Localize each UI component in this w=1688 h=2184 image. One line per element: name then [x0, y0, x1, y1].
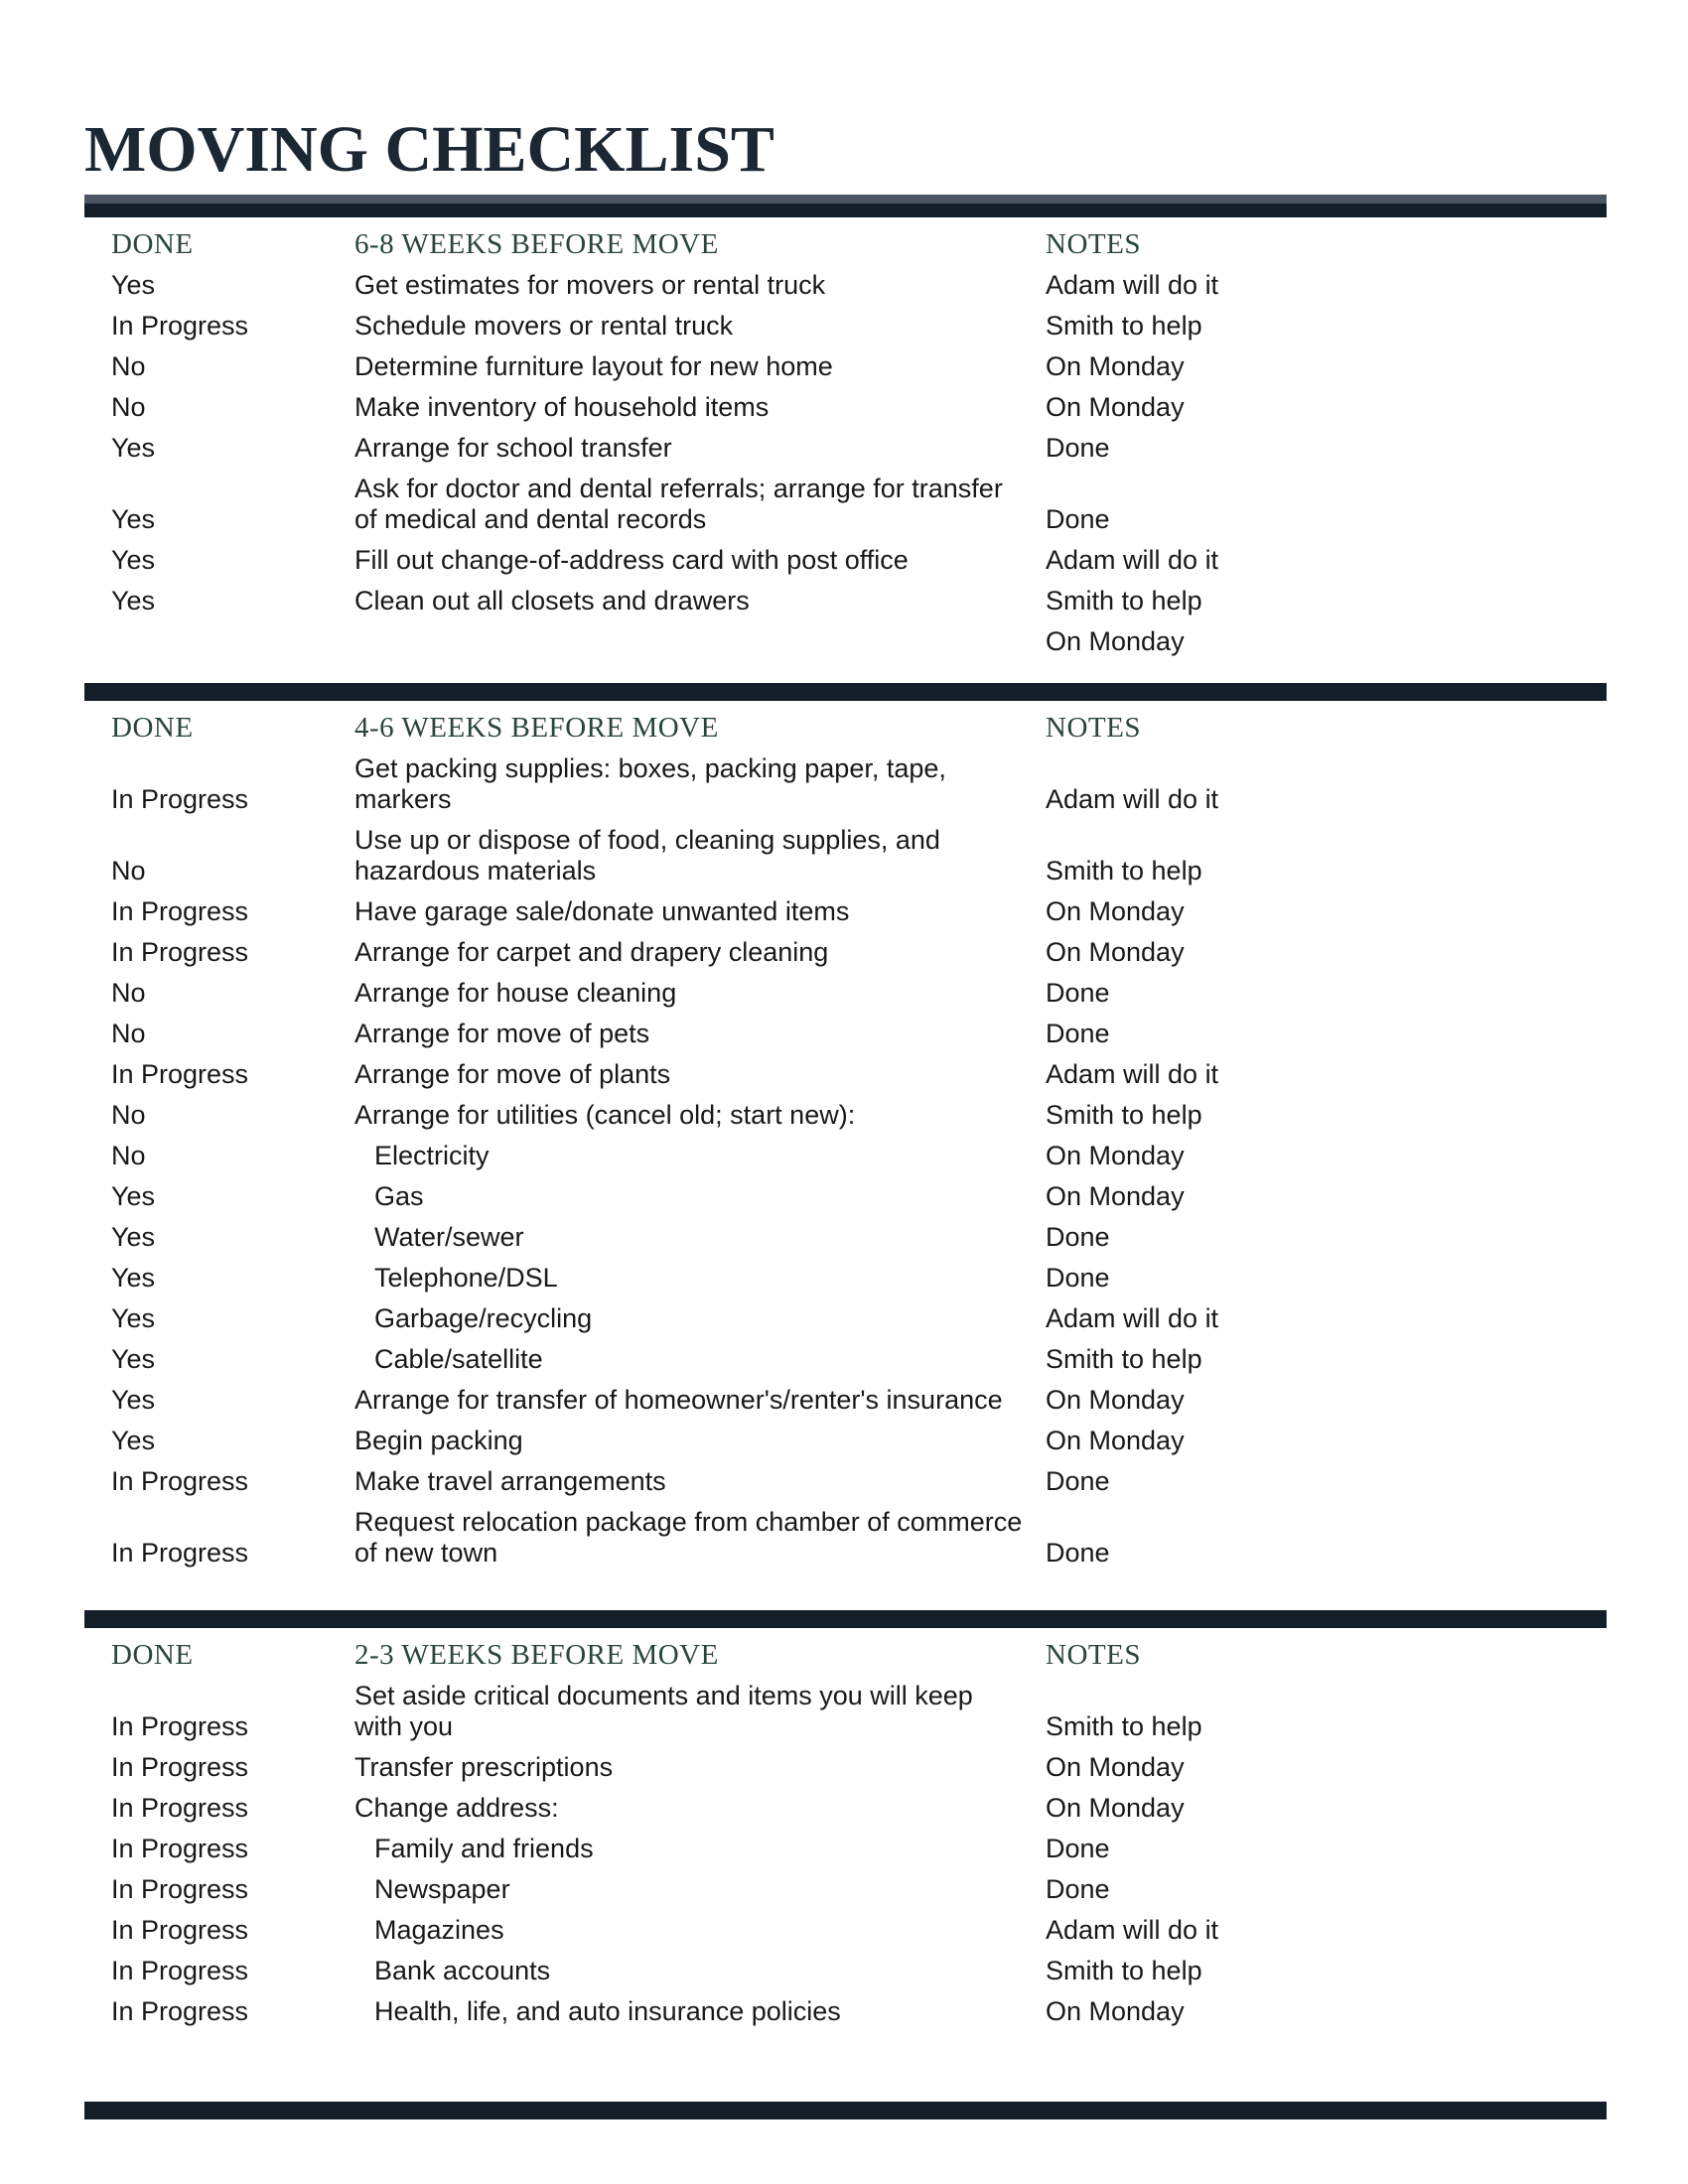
checklist-table	[84, 701, 1607, 1573]
task-row	[84, 749, 1607, 820]
task-row	[84, 1014, 1607, 1054]
task-text: Set aside critical documents and items you will keep with you	[354, 1681, 973, 1741]
task-text: Water/sewer	[374, 1222, 524, 1252]
note-text: Adam will do it	[1046, 1303, 1219, 1333]
column-header-done: DONE	[111, 1639, 194, 1671]
done-status: Yes	[111, 1222, 156, 1252]
task-text: Arrange for school transfer	[354, 433, 672, 463]
note-text: On Monday	[1046, 1385, 1185, 1415]
note-text: Smith to help	[1046, 856, 1202, 886]
checklist-section	[84, 1628, 1607, 2032]
note-text: On Monday	[1046, 1181, 1185, 1211]
bottom-section-divider	[84, 2102, 1607, 2119]
checklist-sections	[84, 217, 1607, 2032]
done-status: In Progress	[111, 1752, 249, 1782]
task-text: Determine furniture layout for new home	[354, 351, 833, 381]
task-row	[84, 1339, 1607, 1380]
done-status: In Progress	[111, 1466, 249, 1496]
task-row	[84, 1788, 1607, 1829]
title-divider-bottom-stripe	[84, 204, 1607, 217]
column-header-notes: NOTES	[1046, 1639, 1141, 1671]
checklist-table	[84, 217, 1607, 662]
column-header-done: DONE	[111, 228, 194, 260]
task-text: Get packing supplies: boxes, packing paper, tape, markers	[354, 753, 946, 814]
done-status: Yes	[111, 270, 156, 300]
task-text: Use up or dispose of food, cleaning supplies, and hazardous materials	[354, 825, 940, 886]
note-text: Adam will do it	[1046, 270, 1219, 300]
page-title: MOVING CHECKLIST	[84, 113, 774, 186]
note-text: Smith to help	[1046, 311, 1202, 341]
note-text: Done	[1046, 1263, 1110, 1293]
task-text: Ask for doctor and dental referrals; arrange for transfer of medical and dental records	[354, 474, 1003, 534]
note-text: Adam will do it	[1046, 1059, 1219, 1089]
done-status: No	[111, 351, 146, 381]
note-text: Done	[1046, 1222, 1110, 1252]
task-row	[84, 891, 1607, 932]
note-text: Done	[1046, 1019, 1110, 1048]
task-row	[84, 1951, 1607, 1991]
task-row	[84, 1380, 1607, 1421]
task-row	[84, 1054, 1607, 1095]
task-row	[84, 1421, 1607, 1461]
note-text: Done	[1046, 1466, 1110, 1496]
task-row	[84, 1829, 1607, 1869]
column-header-done: DONE	[111, 712, 194, 744]
note-text: On Monday	[1046, 626, 1185, 656]
note-text: Adam will do it	[1046, 784, 1219, 814]
done-status: In Progress	[111, 1059, 249, 1089]
note-text: Done	[1046, 1874, 1110, 1904]
done-status: In Progress	[111, 1874, 249, 1904]
task-text: Electricity	[374, 1141, 490, 1170]
task-row	[84, 1095, 1607, 1136]
task-text: Bank accounts	[374, 1956, 551, 1985]
task-row	[84, 581, 1607, 621]
task-row	[84, 346, 1607, 387]
note-text: Done	[1046, 433, 1110, 463]
note-text: Done	[1046, 1538, 1110, 1568]
done-status: Yes	[111, 433, 156, 463]
task-row	[84, 469, 1607, 540]
title-divider	[84, 195, 1607, 217]
done-status: In Progress	[111, 784, 249, 814]
task-text: Health, life, and auto insurance policies	[374, 1996, 841, 2026]
done-status: In Progress	[111, 896, 249, 926]
task-text: Arrange for utilities (cancel old; start new):	[354, 1100, 856, 1130]
task-row	[84, 540, 1607, 581]
column-header-section: 4-6 WEEKS BEFORE MOVE	[354, 712, 719, 744]
section-header-row	[84, 701, 1607, 749]
task-text: Gas	[374, 1181, 424, 1211]
task-row	[84, 428, 1607, 469]
note-text: Smith to help	[1046, 1344, 1202, 1374]
task-text: Telephone/DSL	[374, 1263, 558, 1293]
task-text: Newspaper	[374, 1874, 510, 1904]
task-row	[84, 1136, 1607, 1176]
task-text: Arrange for carpet and drapery cleaning	[354, 937, 829, 967]
note-text: On Monday	[1046, 392, 1185, 422]
task-text: Schedule movers or rental truck	[354, 311, 734, 341]
task-text: Cable/satellite	[374, 1344, 543, 1374]
task-row	[84, 1258, 1607, 1298]
done-status: Yes	[111, 586, 156, 615]
note-text: Smith to help	[1046, 1956, 1202, 1985]
task-row	[84, 1910, 1607, 1951]
done-status: In Progress	[111, 1915, 249, 1945]
note-text: Done	[1046, 504, 1110, 534]
done-status: In Progress	[111, 1793, 249, 1823]
document-content	[84, 113, 1607, 2119]
done-status: No	[111, 978, 146, 1008]
column-header-section: 6-8 WEEKS BEFORE MOVE	[354, 228, 719, 260]
checklist-section	[84, 701, 1607, 1573]
done-status: Yes	[111, 504, 156, 534]
note-text: On Monday	[1046, 1996, 1185, 2026]
note-text: Done	[1046, 978, 1110, 1008]
task-row	[84, 1461, 1607, 1502]
task-row	[84, 1676, 1607, 1747]
task-text: Request relocation package from chamber of commerce of new town	[354, 1507, 1023, 1568]
note-text: On Monday	[1046, 1141, 1185, 1170]
done-status: In Progress	[111, 937, 249, 967]
task-row	[84, 1298, 1607, 1339]
done-status: Yes	[111, 1344, 156, 1374]
task-text: Arrange for move of pets	[354, 1019, 650, 1048]
task-text: Have garage sale/donate unwanted items	[354, 896, 850, 926]
task-row	[84, 265, 1607, 306]
note-text: Smith to help	[1046, 586, 1202, 615]
task-text: Make inventory of household items	[354, 392, 770, 422]
done-status: Yes	[111, 1181, 156, 1211]
section-divider	[84, 683, 1607, 701]
section-header-row	[84, 1628, 1607, 1676]
task-row	[84, 1869, 1607, 1910]
task-text: Get estimates for movers or rental truck	[354, 270, 826, 300]
task-text: Fill out change-of-address card with post office	[354, 545, 909, 575]
note-text: On Monday	[1046, 351, 1185, 381]
note-text: Done	[1046, 1834, 1110, 1863]
task-text: Transfer prescriptions	[354, 1752, 614, 1782]
task-text: Clean out all closets and drawers	[354, 586, 750, 615]
done-status: In Progress	[111, 1538, 249, 1568]
done-status: No	[111, 392, 146, 422]
task-text: Garbage/recycling	[374, 1303, 593, 1333]
checklist-section	[84, 217, 1607, 662]
done-status: No	[111, 1019, 146, 1048]
task-row	[84, 1176, 1607, 1217]
title-divider-top-stripe	[84, 195, 1607, 204]
task-row	[84, 306, 1607, 346]
task-text: Arrange for move of plants	[354, 1059, 671, 1089]
task-row	[84, 1991, 1607, 2032]
column-header-section: 2-3 WEEKS BEFORE MOVE	[354, 1639, 719, 1671]
done-status: In Progress	[111, 1834, 249, 1863]
done-status: No	[111, 1100, 146, 1130]
task-row	[84, 932, 1607, 973]
task-row	[84, 387, 1607, 428]
done-status: In Progress	[111, 1711, 249, 1741]
task-text: Change address:	[354, 1793, 559, 1823]
task-row	[84, 1502, 1607, 1573]
task-row	[84, 973, 1607, 1014]
done-status: No	[111, 856, 146, 886]
done-status: Yes	[111, 1303, 156, 1333]
section-header-row	[84, 217, 1607, 265]
task-text: Magazines	[374, 1915, 504, 1945]
note-text: On Monday	[1046, 1752, 1185, 1782]
done-status: In Progress	[111, 311, 249, 341]
done-status: Yes	[111, 545, 156, 575]
checklist-table	[84, 1628, 1607, 2032]
task-text: Family and friends	[374, 1834, 594, 1863]
task-text: Arrange for transfer of homeowner's/renter's insurance	[354, 1385, 1003, 1415]
note-text: Adam will do it	[1046, 545, 1219, 575]
task-row	[84, 1747, 1607, 1788]
note-text: Smith to help	[1046, 1100, 1202, 1130]
task-row	[84, 820, 1607, 891]
task-text: Begin packing	[354, 1426, 523, 1455]
section-divider	[84, 1610, 1607, 1628]
column-header-notes: NOTES	[1046, 712, 1141, 744]
note-text: On Monday	[1046, 1426, 1185, 1455]
done-status: Yes	[111, 1385, 156, 1415]
task-row	[84, 621, 1607, 662]
column-header-notes: NOTES	[1046, 228, 1141, 260]
note-text: Adam will do it	[1046, 1915, 1219, 1945]
done-status: No	[111, 1141, 146, 1170]
done-status: In Progress	[111, 1996, 249, 2026]
note-text: On Monday	[1046, 896, 1185, 926]
task-text: Arrange for house cleaning	[354, 978, 677, 1008]
note-text: Smith to help	[1046, 1711, 1202, 1741]
done-status: Yes	[111, 1263, 156, 1293]
note-text: On Monday	[1046, 937, 1185, 967]
task-text: Make travel arrangements	[354, 1466, 666, 1496]
done-status: Yes	[111, 1426, 156, 1455]
done-status: In Progress	[111, 1956, 249, 1985]
note-text: On Monday	[1046, 1793, 1185, 1823]
task-row	[84, 1217, 1607, 1258]
